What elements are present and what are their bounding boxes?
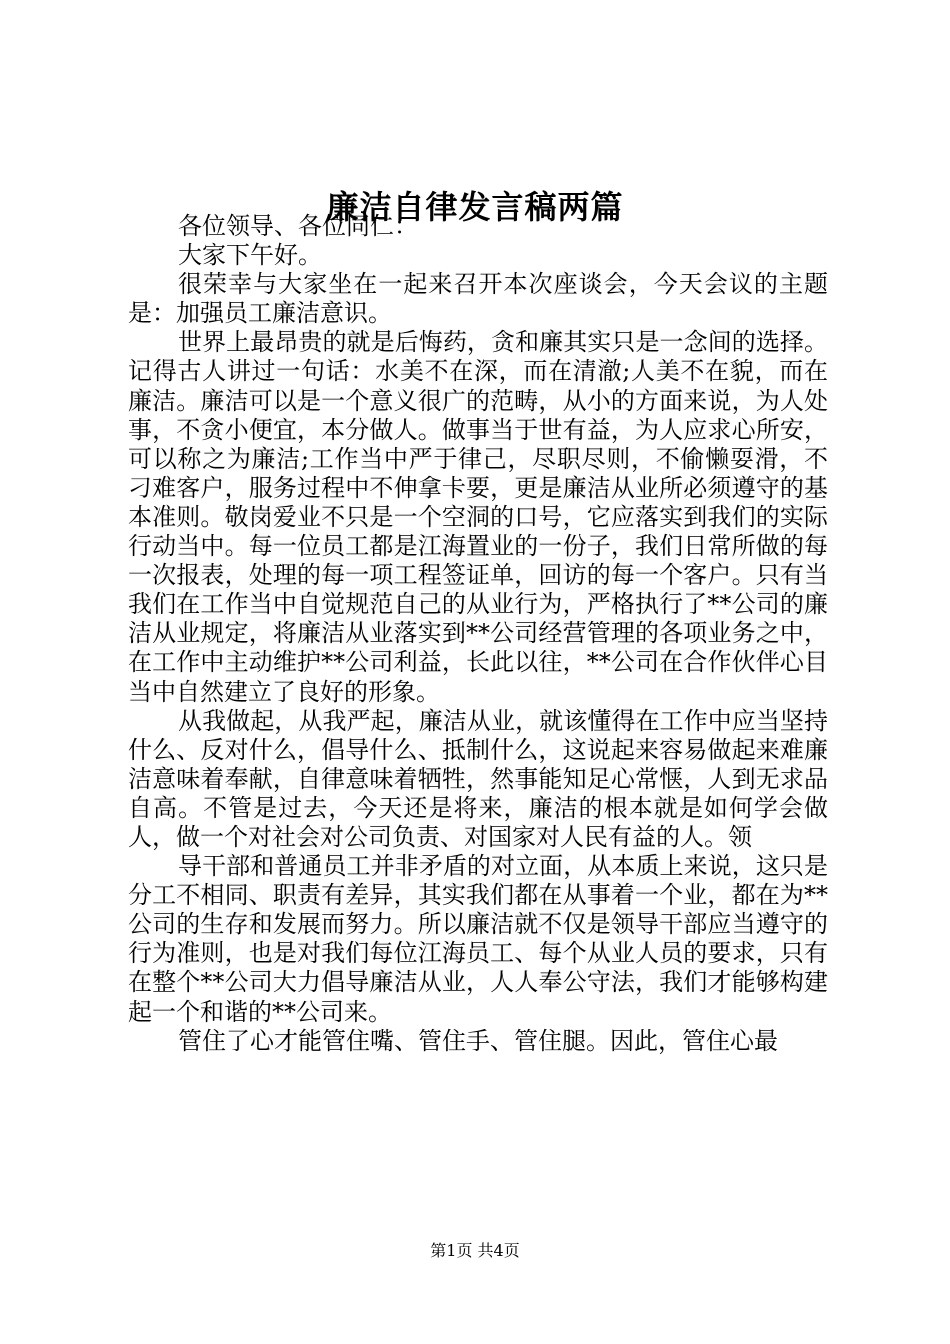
document-title: 廉洁自律发言稿两篇 <box>326 188 624 226</box>
paragraph-body-1: 世界上最昂贵的就是后悔药，贪和廉其实只是一念间的选择。记得古人讲过一句话：水美不在深，而在清澈;人美不在貌，而在廉洁。廉洁可以是一个意义很广的范畴，从小的方面来说，为人处事，不贪小便宜，本分做人。做事当于世有益，为人应求心所安，可以称之为廉洁;工作当中严于律己，尽职尽则，不偷懒耍滑，不刁难客户，服务过程中不伸拿卡要，更是廉洁从业所必须遵守的基本准则。敬岗爱业不只是一个空洞的口号，它应落实到我们的实际行动当中。每一位员工都是江海置业的一份子，我们日常所做的每一次报表，处理的每一项工程签证单，回访的每一个客户。只有当我们在工作当中自觉规范自己的从业行为，严格执行了**公司的廉洁从业规定，将廉洁从业落实到**公司经营管理的各项业务之中，在工作中主动维护**公司利益，长此以往，**公司在合作伙伴心目当中自然建立了良好的形象。 <box>128 328 828 706</box>
document-body <box>128 212 828 1056</box>
paragraph-intro: 很荣幸与大家坐在一起来召开本次座谈会，今天会议的主题是：加强员工廉洁意识。 <box>128 270 828 328</box>
paragraph-body-4: 管住了心才能管住嘴、管住手、管住腿。因此，管住心最 <box>178 1026 778 1055</box>
paragraph-body-2: 从我做起，从我严起，廉洁从业，就该懂得在工作中应当坚持什么、反对什么，倡导什么、抵制什么，这说起来容易做起来难廉洁意味着奉献，自律意味着牺牲，然事能知足心常惬，人到无求品自高。不管是过去，今天还是将来，廉洁的根本就是如何学会做人，做一个对社会对公司负责、对国家对人民有益的人。领 <box>128 706 828 851</box>
page-footer: 第1页 共4页 <box>430 1241 520 1260</box>
paragraph-body-3: 导干部和普通员工并非矛盾的对立面，从本质上来说，这只是分工不相同、职责有差异，其实我们都在从事着一个业，都在为**公司的生存和发展而努力。所以廉洁就不仅是领导干部应当遵守的行为准则，也是对我们每位江海员工、每个从业人员的要求，只有在整个**公司大力倡导廉洁从业，人人奉公守法，我们才能够构建起一个和谐的**公司来。 <box>128 852 828 1026</box>
paragraph-salutation: 各位领导、各位同仁： <box>178 212 418 240</box>
paragraph-greeting: 大家下午好。 <box>178 241 322 270</box>
